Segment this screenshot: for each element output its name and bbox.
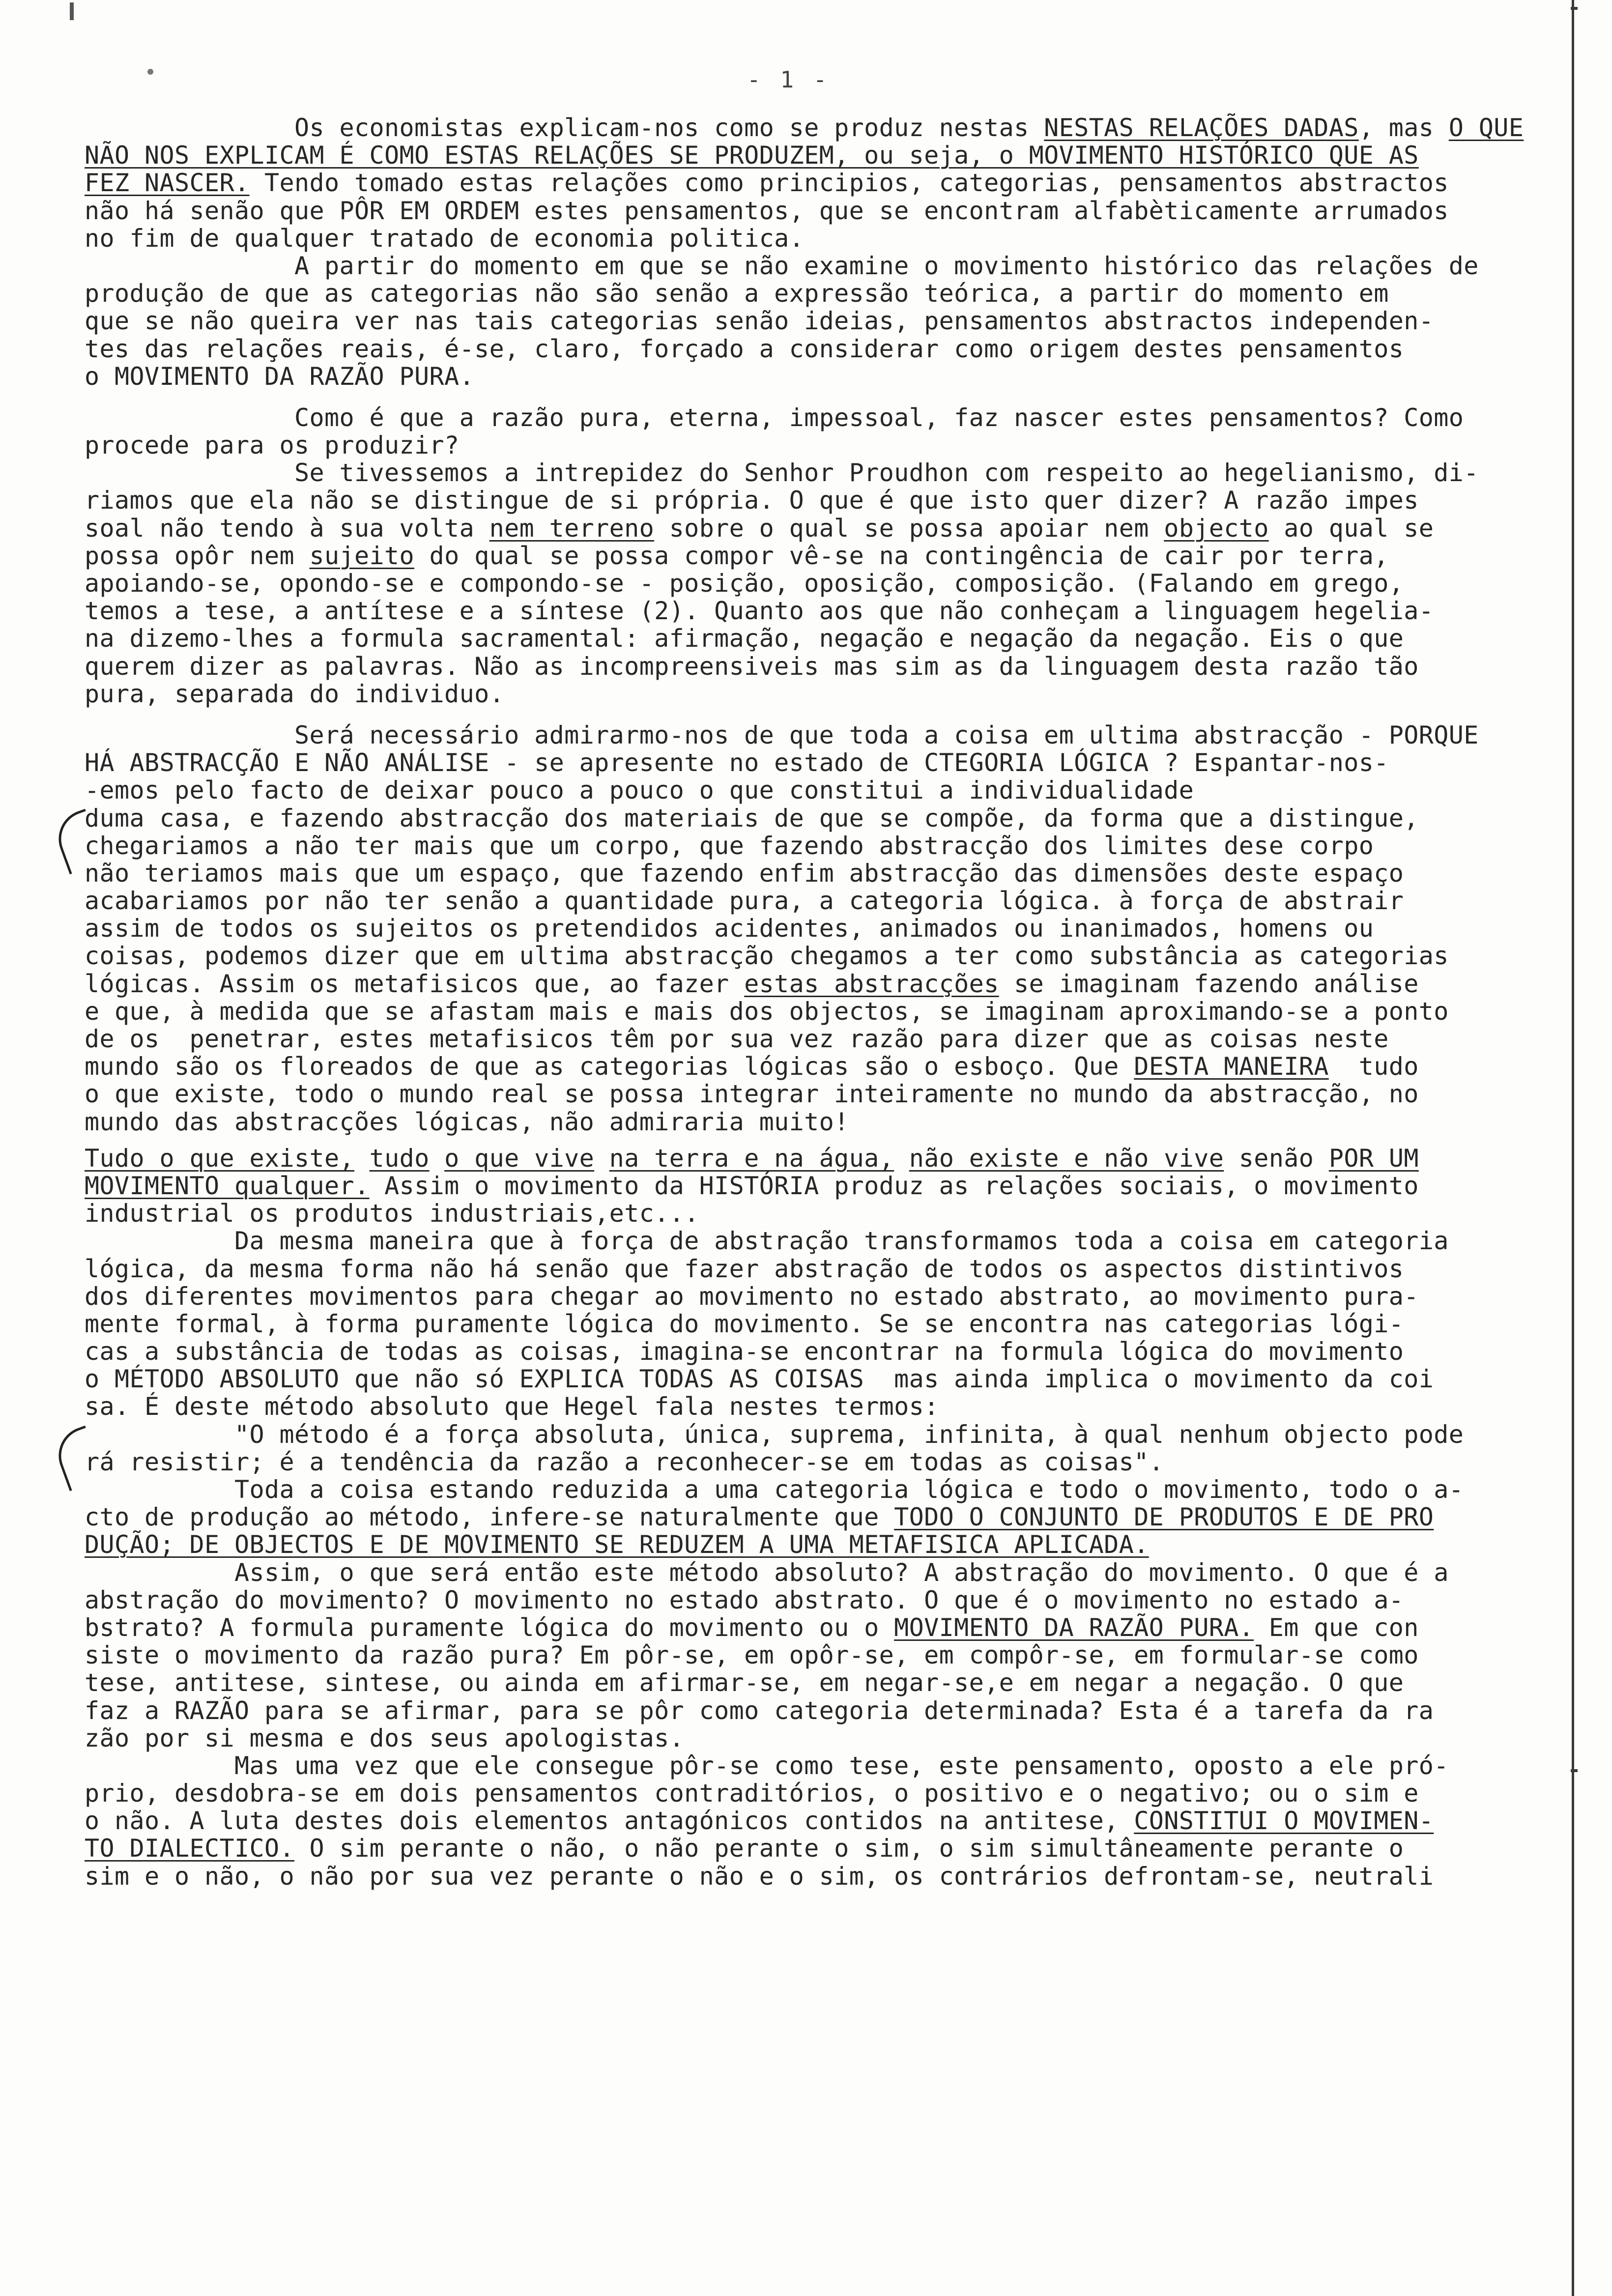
text-line: na dizemo-lhes a formula sacramental: afirmação, negação e negação da negação. Eis o que	[85, 624, 1404, 653]
text-line: MOVIMENTO qualquer. Assim o movimento da HISTÓRIA produz as relações sociais, o movimento	[85, 1171, 1419, 1200]
text-line: mundo são os floreados de que as categorias lógicas são o esboço. Que DESTA MANEIRA tudo	[85, 1052, 1419, 1081]
punch-mark	[70, 2, 74, 20]
text-line: NÃO NOS EXPLICAM É COMO ESTAS RELAÇÕES SE PRODUZEM, ou seja, o MOVIMENTO HISTÓRICO QUE AS	[85, 141, 1419, 170]
text-line: Será necessário admirarmo-nos de que toda a coisa em ultima abstracção - PORQUE	[85, 720, 1479, 749]
text-line: DUÇÃO; DE OBJECTOS E DE MOVIMENTO SE REDUZEM A UMA METAFISICA APLICADA.	[85, 1530, 1149, 1559]
text-line: tes das relações reais, é-se, claro, forçado a considerar como origem destes pensamentos	[85, 334, 1404, 363]
text-line: prio, desdobra-se em dois pensamentos contraditórios, o positivo e o negativo; ou o sim e	[85, 1779, 1419, 1808]
text-line: siste o movimento da razão pura? Em pôr-se, em opôr-se, em compôr-se, em formular-se como	[85, 1641, 1419, 1670]
text-line: de os penetrar, estes metafisicos têm por sua vez razão para dizer que as coisas neste	[85, 1025, 1389, 1053]
text-line: cas a substância de todas as coisas, imagina-se encontrar na formula lógica do movimento	[85, 1337, 1404, 1366]
text-line: Da mesma maneira que à força de abstração transformamos toda a coisa em categoria	[85, 1227, 1449, 1256]
text-line: Tudo o que existe, tudo o que vive na terra e na água, não existe e não vive senão POR UM	[85, 1144, 1419, 1173]
text-line: "O método é a força absoluta, única, suprema, infinita, à qual nenhum objecto pode	[85, 1420, 1464, 1449]
text-line: querem dizer as palavras. Não as incompreensiveis mas sim as da linguagem desta razão tão	[85, 652, 1419, 681]
text-line: abstração do movimento? O movimento no estado abstrato. O que é o movimento no estado a-	[85, 1585, 1404, 1614]
text-line: Se tivessemos a intrepidez do Senhor Proudhon com respeito ao hegelianismo, di-	[85, 459, 1479, 488]
text-line: o que existe, todo o mundo real se possa integrar inteiramente no mundo da abstracção, no	[85, 1080, 1419, 1109]
text-line: acabariamos por não ter senão a quantidade pura, a categoria lógica. à força de abstrair	[85, 887, 1404, 916]
ink-speck	[147, 69, 153, 75]
text-line: bstrato? A formula puramente lógica do movimento ou o MOVIMENTO DA RAZÃO PURA. Em que con	[85, 1613, 1419, 1642]
text-line: coisas, podemos dizer que em ultima abstracção chegamos a ter como substância as categorias	[85, 942, 1449, 971]
text-line: sim e o não, o não por sua vez perante o não e o sim, os contrários defrontam-se, neutrali	[85, 1862, 1434, 1891]
text-line: Assim, o que será então este método absoluto? A abstração do movimento. O que é a	[85, 1558, 1449, 1587]
text-line: rá resistir; é a tendência da razão a reconhecer-se em todas as coisas".	[85, 1447, 1164, 1476]
text-line: duma casa, e fazendo abstracção dos materiais de que se compõe, da forma que a distingue,	[85, 804, 1419, 832]
text-line: Como é que a razão pura, eterna, impessoal, faz nascer estes pensamentos? Como	[85, 403, 1464, 432]
text-line: Toda a coisa estando reduzida a uma categoria lógica e todo o movimento, todo o a-	[85, 1475, 1464, 1504]
text-line: procede para os produzir?	[85, 431, 460, 460]
text-line: assim de todos os sujeitos os pretendidos acidentes, animados ou inanimados, homens ou	[85, 914, 1374, 943]
text-line: não teriamos mais que um espaço, que fazendo enfim abstracção das dimensões deste espaço	[85, 859, 1404, 888]
text-line: TO DIALECTICO. O sim perante o não, o não perante o sim, o sim simultâneamente perante o	[85, 1834, 1404, 1863]
text-line: A partir do momento em que se não examine o movimento histórico das relações de	[85, 251, 1479, 280]
text-line: faz a RAZÃO para se afirmar, para se pôr como categoria determinada? Esta é a tarefa da ra	[85, 1696, 1434, 1725]
edge-tick	[1571, 7, 1578, 10]
text-line: chegariamos a não ter mais que um corpo, que fazendo abstracção dos limites dese corpo	[85, 831, 1374, 860]
text-line: lógicas. Assim os metafisicos que, ao fazer estas abstracções se imaginam fazendo análise	[85, 969, 1419, 998]
text-line: o MOVIMENTO DA RAZÃO PURA.	[85, 362, 475, 391]
text-line: Mas uma vez que ele consegue pôr-se como tese, este pensamento, oposto a ele pró-	[85, 1751, 1449, 1780]
text-line: no fim de qualquer tratado de economia politica.	[85, 224, 805, 253]
text-line: soal não tendo à sua volta nem terreno sobre o qual se possa apoiar nem objecto ao qual se	[85, 514, 1434, 543]
text-line: mente formal, à forma puramente lógica do movimento. Se se encontra nas categorias lógi-	[85, 1309, 1404, 1338]
text-line: Os economistas explicam-nos como se produz nestas NESTAS RELAÇÕES DADAS, mas O QUE	[85, 114, 1524, 142]
text-line: industrial os produtos industriais,etc...	[85, 1199, 699, 1228]
text-line: o não. A luta destes dois elementos antagónicos contidos na antitese, CONSTITUI O MOVIMEN-	[85, 1807, 1434, 1836]
text-line: produção de que as categorias não são senão a expressão teórica, a partir do momento em	[85, 279, 1389, 308]
text-line: sa. É deste método absoluto que Hegel fala nestes termos:	[85, 1392, 939, 1421]
text-line: temos a tese, a antítese e a síntese (2). Quanto aos que não conheçam a linguagem hegelia-	[85, 597, 1434, 626]
text-line: e que, à medida que se afastam mais e mais dos objectos, se imaginam aproximando-se a ponto	[85, 997, 1449, 1026]
text-line: possa opôr nem sujeito do qual se possa compor vê-se na contingência de cair por terra,	[85, 541, 1389, 570]
text-line: tese, antitese, sintese, ou ainda em afirmar-se, em negar-se,e em negar a negação. O que	[85, 1668, 1404, 1697]
text-line: apoiando-se, opondo-se e compondo-se - posição, oposição, composição. (Falando em grego,	[85, 569, 1404, 598]
text-line: HÁ ABSTRACÇÃO E NÃO ANÁLISE - se apresente no estado de CTEGORIA LÓGICA ? Espantar-nos-	[85, 748, 1389, 777]
text-line: o MÉTODO ABSOLUTO que não só EXPLICA TODAS AS COISAS mas ainda implica o movimento da coi	[85, 1365, 1434, 1394]
text-line: não há senão que PÔR EM ORDEM estes pensamentos, que se encontram alfabèticamente arrumados	[85, 196, 1449, 225]
text-line: FEZ NASCER. Tendo tomado estas relações como principios, categorias, pensamentos abstractos	[85, 169, 1449, 198]
text-line: -emos pelo facto de deixar pouco a pouco o que constitui a individualidade	[85, 776, 1194, 805]
text-line: riamos que ela não se distingue de si própria. O que é que isto quer dizer? A razão impes	[85, 486, 1419, 515]
text-line: que se não queira ver nas tais categorias senão ideias, pensamentos abstractos independen-	[85, 307, 1434, 336]
text-line: mundo das abstracções lógicas, não admiraria muito!	[85, 1107, 849, 1136]
text-line: cto de produção ao método, infere-se naturalmente que TODO O CONJUNTO DE PRODUTOS E DE PRO	[85, 1503, 1434, 1532]
text-line: lógica, da mesma forma não há senão que fazer abstração de todos os aspectos distintivos	[85, 1254, 1404, 1283]
text-line: pura, separada do individuo.	[85, 679, 505, 708]
text-line: zão por si mesma e dos seus apologistas.	[85, 1723, 685, 1752]
document-body	[85, 114, 1574, 1890]
text-line: dos diferentes movimentos para chegar ao movimento no estado abstrato, ao movimento pura-	[85, 1282, 1419, 1311]
page-number: - 1 -	[747, 66, 830, 93]
